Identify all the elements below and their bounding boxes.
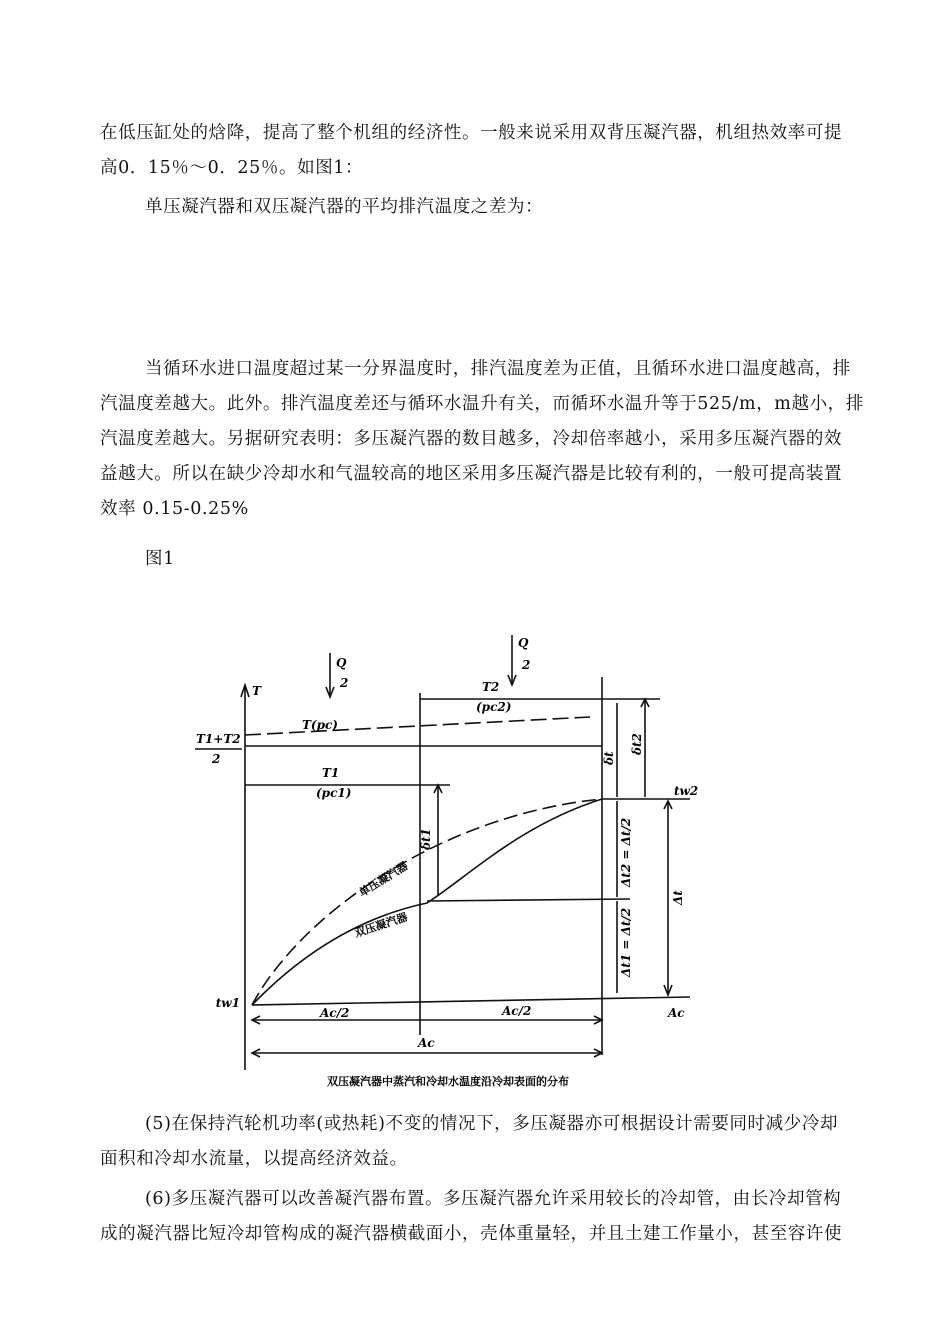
double-pressure-label: 双压凝汽器 [352,910,410,940]
paragraph-3 [100,352,890,527]
t2-label: T2 [482,680,500,694]
paragraph-1-line-1: 在低压缸处的焓降，提高了整个机组的经济性。一般来说采用双背压凝汽器，机组热效率可提 [100,123,843,143]
tw2-label: tw2 [674,784,699,798]
paragraph-3-line-1: 当循环水进口温度超过某一分界温度时，排汽温度差为正值，且循环水进口温度越高，排 [145,359,851,379]
q-den-right: 2 [522,658,531,672]
ac-right-label: Ac [668,1006,685,1020]
tw1-label: tw1 [215,996,240,1010]
axis-label-t: T [252,684,261,698]
q-label-right: Q [518,636,529,650]
t-average-denominator: 2 [212,752,221,766]
paragraph-5-line-2: 面积和冷却水流量，以提高经济效益。 [100,1149,408,1169]
ac-half-left: Ac/2 [320,1006,350,1020]
figure-label: 图1 [145,549,175,569]
paragraph-1-line-2: 高0．15％～0．25％。如图1： [100,158,364,178]
q-den-left: 2 [340,676,349,690]
paragraph-3-line-3: 汽温度差越大。另据研究表明：多压凝汽器的数目越多，冷却倍率越小，采用多压凝汽器的效 [100,429,843,449]
paragraph-6 [100,1182,890,1252]
paragraph-3-line-5: 效率 0.15-0.25% [100,499,249,519]
dt-total-label: Δt [671,890,685,905]
paragraph-5 [100,1107,890,1177]
t-average-numerator: T1+T2 [196,732,241,746]
delta-t2-label: δt2 [630,733,644,755]
paragraph-3-line-2: 汽温度差越大。此外。排汽温度差还与循环水温升有关，而循环水温升等于525/m，m越小，排 [100,394,864,414]
single-pressure-label: 单压凝汽器 [356,859,411,900]
tw1-baseline [252,997,690,1005]
pc1-label: (pc1) [316,786,352,800]
paragraph-2: 单压凝汽器和双压凝汽器的平均排汽温度之差为： [145,197,544,217]
paragraph-5-line-1: (5)在保持汽轮机功率(或热耗)不变的情况下，多压凝器亦可根据设计需要同时减少冷却 [145,1114,839,1134]
q-label-left: Q [336,656,347,670]
dt2-equation: Δt2 = Δt/2 [619,817,633,887]
condenser-temperature-diagram [190,625,710,1095]
ac-total-label: Ac [418,1036,435,1050]
paragraph-3-line-4: 益越大。所以在缺少冷却水和气温较高的地区采用多压凝汽器是比较有利的，一般可提高装置 [100,464,843,484]
ac-half-right: Ac/2 [502,1004,532,1018]
paragraph-1 [100,116,890,186]
paragraph-6-line-1: (6)多压凝汽器可以改善凝汽器布置。多压凝汽器允许采用较长的冷却管，由长冷却管构 [145,1189,842,1209]
paragraph-6-line-2: 成的凝汽器比短冷却管构成的凝汽器横截面小，壳体重量轻，并且土建工作量小，甚至容许使 [100,1224,843,1244]
mid-temp-line [427,899,630,901]
pc2-label: (pc2) [476,700,512,714]
single-pressure-temp-line [245,717,590,735]
delta-t-label: δt [602,751,616,765]
t1-label: T1 [322,766,340,780]
delta-t1-label: δt1 [419,828,433,850]
dt1-equation: Δt1 = Δt/2 [619,907,633,977]
figure-caption: 双压凝汽器中蒸汽和冷却水温度沿冷却表面的分布 [327,1075,569,1088]
t-pc-label: T(pc) [302,718,338,732]
